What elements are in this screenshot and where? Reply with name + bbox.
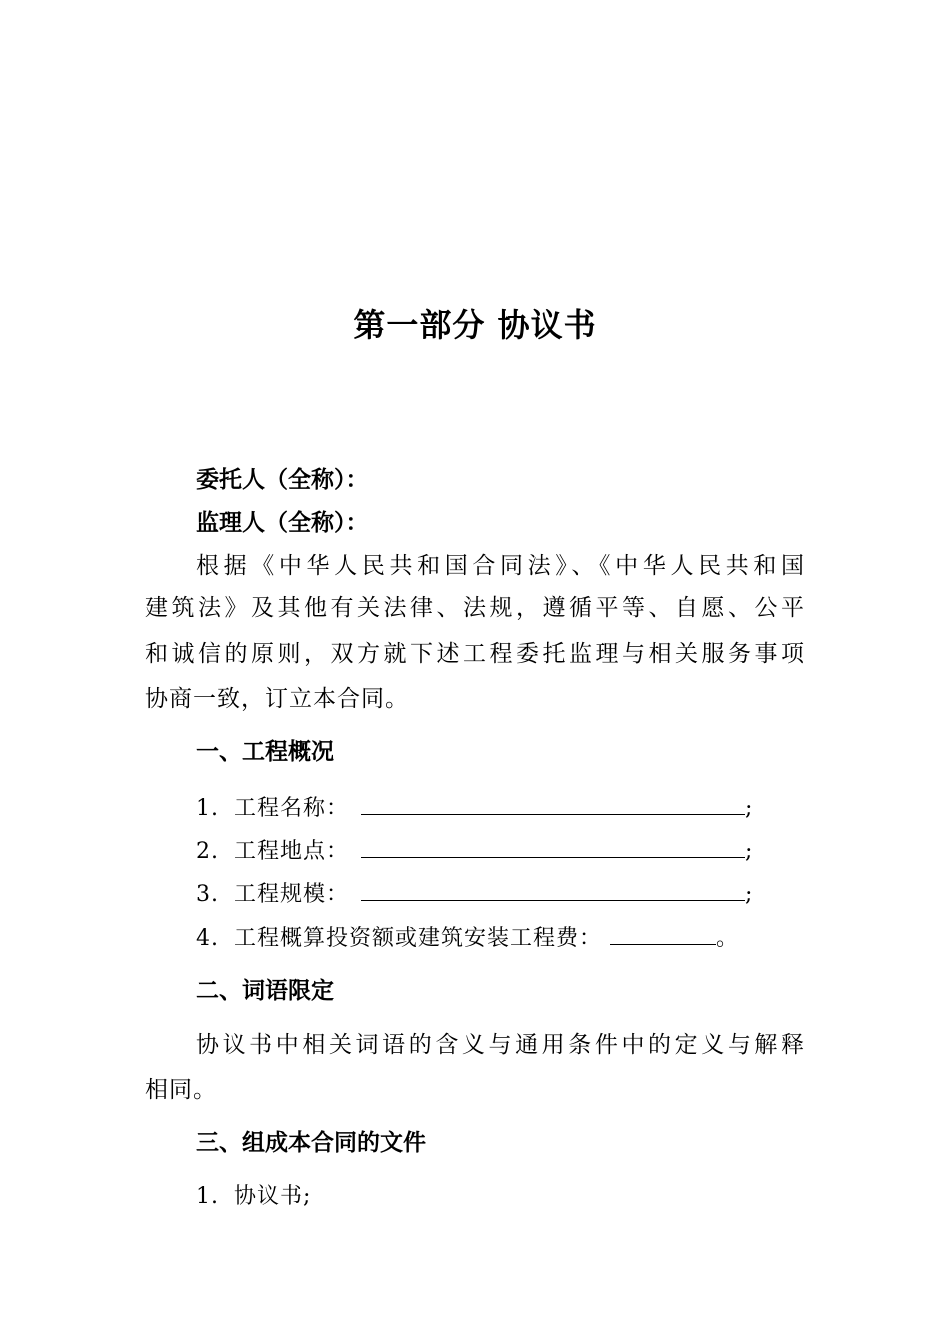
project-budget-row [196, 920, 739, 956]
item-number: 3. [196, 882, 219, 907]
document-item [196, 1180, 311, 1214]
item-label: 工程地点： [234, 839, 350, 864]
terms-line-1: 协议书中相关词语的含义与通用条件中的定义与解释 [196, 1032, 805, 1058]
item-number: 2. [196, 839, 219, 864]
project-scale-row [196, 876, 753, 912]
client-label: 委托人（全称）： [196, 467, 369, 493]
item-end: ; [745, 882, 754, 907]
item-number: 1. [196, 1184, 219, 1209]
project-location-field[interactable] [361, 833, 745, 858]
item-end: 。 [716, 926, 740, 951]
section-heading-overview: 一、工程概况 [196, 739, 334, 765]
intro-line-4: 协商一致，订立本合同。 [145, 686, 409, 712]
item-label: 工程概算投资额或建筑安装工程费： [234, 926, 603, 951]
item-end: ; [745, 796, 754, 821]
section-heading-terms: 二、词语限定 [196, 978, 334, 1004]
project-location-row [196, 833, 753, 869]
item-label: 工程名称： [234, 796, 350, 821]
item-number: 1. [196, 796, 219, 821]
page-title: 第一部分 协议书 [353, 306, 597, 344]
intro-line-1: 根据《中华人民共和国合同法》、《中华人民共和国 [196, 553, 805, 579]
section-heading-documents: 三、组成本合同的文件 [196, 1130, 426, 1156]
project-name-row [196, 790, 753, 826]
supervisor-label: 监理人（全称）： [196, 510, 369, 536]
project-name-field[interactable] [361, 790, 745, 815]
intro-line-3: 和诚信的原则，双方就下述工程委托监理与相关服务事项 [145, 641, 805, 667]
item-number: 4. [196, 926, 219, 951]
item-label: 协议书; [234, 1184, 312, 1209]
item-label: 工程规模： [234, 882, 350, 907]
project-scale-field[interactable] [361, 876, 745, 901]
intro-line-2: 建筑法》及其他有关法律、法规，遵循平等、自愿、公平 [145, 595, 805, 621]
project-budget-field[interactable] [610, 920, 716, 945]
item-end: ; [745, 839, 754, 864]
terms-line-2: 相同。 [145, 1077, 217, 1103]
